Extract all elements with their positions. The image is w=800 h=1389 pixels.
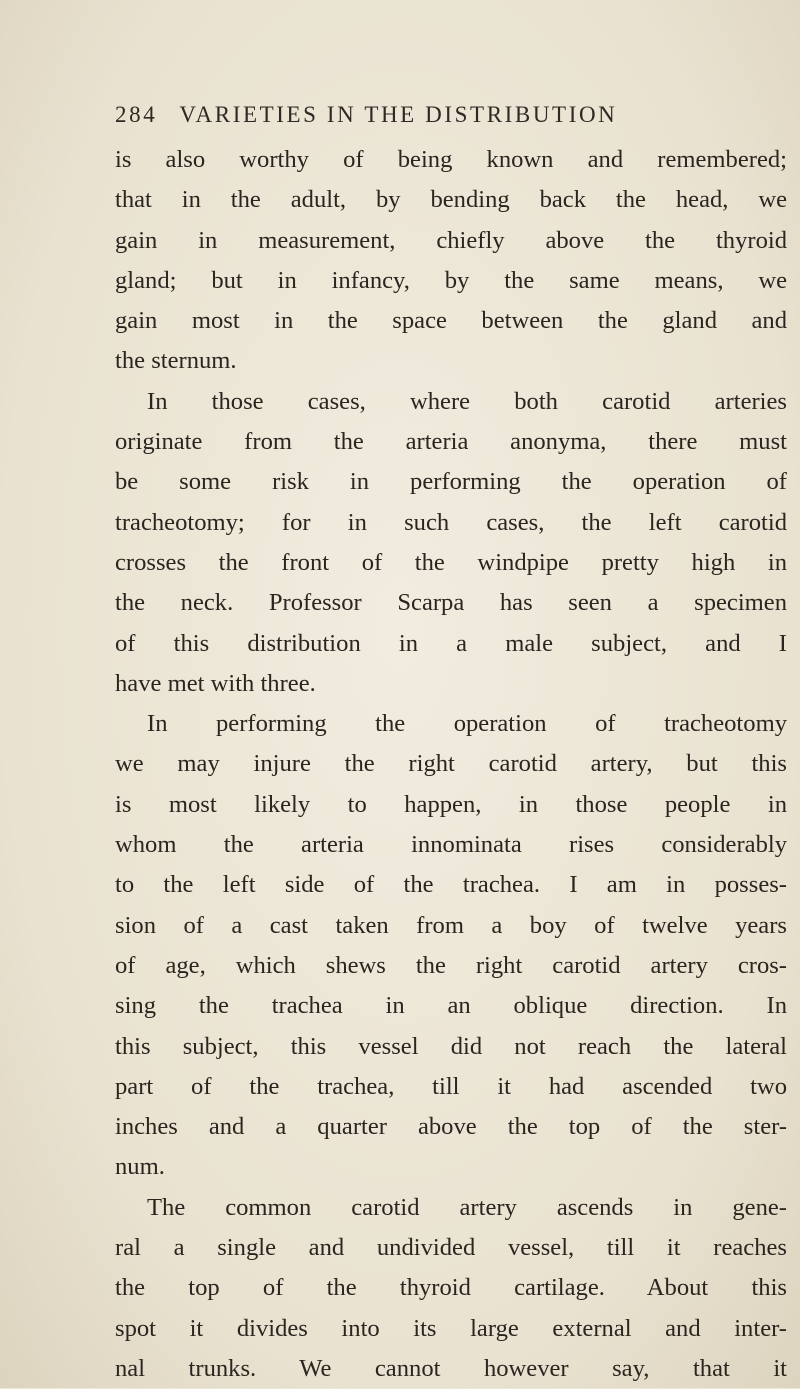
body-text — [115, 140, 787, 1389]
text-line: ral a single and undivided vessel, till it reaches — [115, 1234, 787, 1262]
text-line: of this distribution in a male subject, and I — [115, 629, 787, 657]
text-line: sion of a cast taken from a boy of twelve years — [115, 911, 787, 939]
text-line: In performing the operation of tracheotomy — [147, 710, 787, 738]
text-line: originate from the arteria anonyma, there must — [115, 428, 787, 456]
text-line: inches and a quarter above the top of the ster- — [115, 1113, 787, 1141]
text-line: The common carotid artery ascends in gene- — [147, 1193, 787, 1221]
text-line: of age, which shews the right carotid artery cros- — [115, 951, 787, 979]
text-line: we may injure the right carotid artery, but this — [115, 750, 787, 778]
text-line: gain most in the space between the gland and — [115, 307, 787, 335]
text-line: whom the arteria innominata rises considerably — [115, 831, 787, 859]
text-line: be some risk in performing the operation of — [115, 468, 787, 496]
text-line: the sternum. — [115, 347, 237, 375]
text-line: is also worthy of being known and remembered; — [115, 146, 787, 173]
text-line: gland; but in infancy, by the same means, we — [115, 266, 787, 294]
text-line: spot it divides into its large external and inter- — [115, 1314, 787, 1342]
page-number: 284 — [115, 102, 158, 127]
running-title: VARIETIES IN THE DISTRIBUTION — [179, 102, 618, 127]
text-line: the neck. Professor Scarpa has seen a specimen — [115, 589, 787, 617]
text-line: is most likely to happen, in those people in — [115, 790, 787, 818]
running-header — [115, 102, 775, 128]
text-line: sing the trachea in an oblique direction. In — [115, 992, 787, 1020]
text-line: the top of the thyroid cartilage. About this — [115, 1274, 787, 1302]
text-line: that in the adult, by bending back the head, we — [115, 186, 787, 214]
text-line: this subject, this vessel did not reach the lateral — [115, 1032, 787, 1060]
text-line: to the left side of the trachea. I am in posses- — [115, 871, 787, 899]
text-line: have met with three. — [115, 669, 316, 697]
text-line: gain in measurement, chiefly above the thyroid — [115, 226, 787, 254]
text-line: num. — [115, 1153, 165, 1181]
text-line: crosses the front of the windpipe pretty high in — [115, 548, 787, 576]
text-line: part of the trachea, till it had ascended two — [115, 1072, 787, 1100]
text-line: nal trunks. We cannot however say, that it — [115, 1354, 787, 1382]
text-line: tracheotomy; for in such cases, the left carotid — [115, 508, 787, 536]
text-line: In those cases, where both carotid arteries — [147, 387, 787, 415]
